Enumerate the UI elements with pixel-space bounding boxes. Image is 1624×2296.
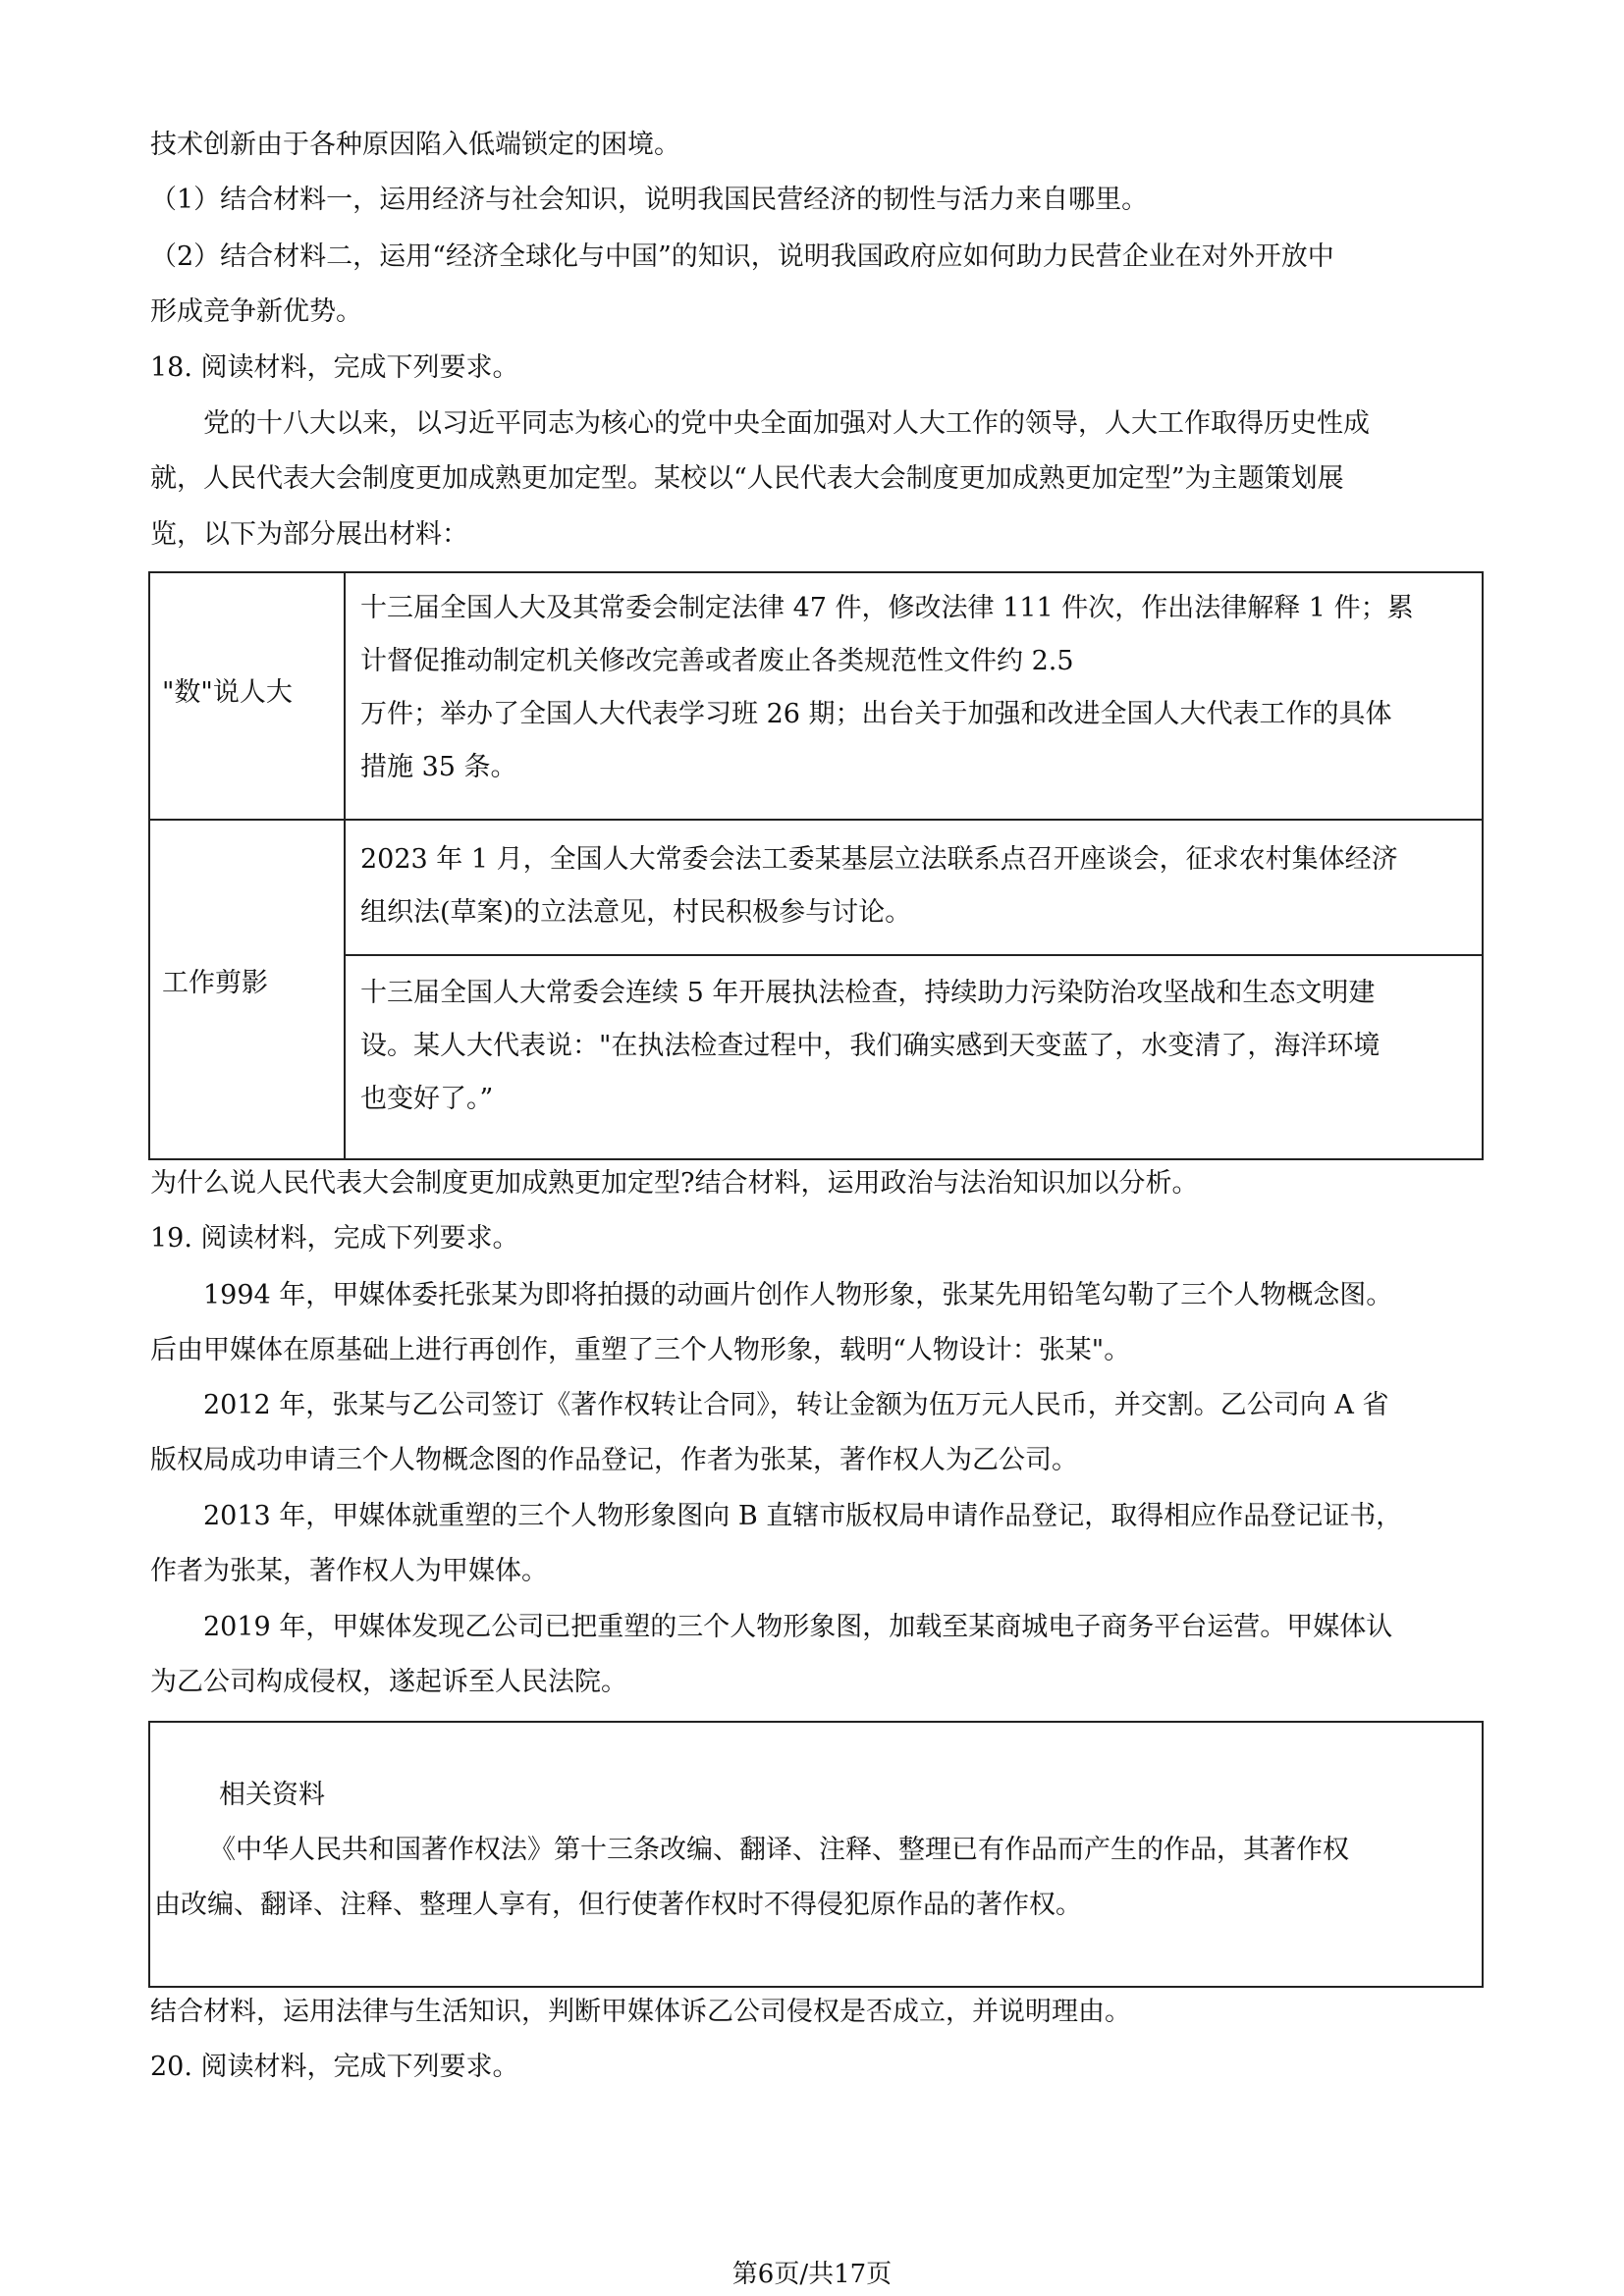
page-number: 第6页/共17页 bbox=[731, 2260, 893, 2289]
question-18-para-line1: 党的十八大以来，以习近平同志为核心的党中央全面加强对人大工作的领导，人大工作取得历史性成 bbox=[203, 408, 1370, 439]
question-17-1: （1）结合材料一，运用经济与社会知识，说明我国民营经济的韧性与活力来自哪里。 bbox=[150, 185, 1149, 215]
question-20-heading: 20. 阅读材料，完成下列要求。 bbox=[150, 2052, 519, 2082]
reference-box bbox=[148, 1721, 1484, 1988]
question-19-p1-line1: 1994 年，甲媒体委托张某为即将拍摄的动画片创作人物形象，张某先用铅笔勾勒了三个人物概念图。 bbox=[203, 1280, 1393, 1310]
reference-title: 相关资料 bbox=[219, 1780, 325, 1810]
question-19-p1-line2: 后由甲媒体在原基础上进行再创作，重塑了三个人物形象，载明“人物设计：张某"。 bbox=[150, 1335, 1131, 1365]
table-cell-line: 计督促推动制定机关修改完善或者废止各类规范性文件约 2.5 bbox=[360, 646, 1074, 676]
exhibit-table bbox=[148, 571, 1484, 1160]
table-cell-line: 也变好了。” bbox=[360, 1084, 494, 1114]
question-19-heading: 19. 阅读材料，完成下列要求。 bbox=[150, 1223, 519, 1254]
table-subrow-divider bbox=[344, 954, 1484, 956]
question-19-p3-line2: 作者为张某，著作权人为甲媒体。 bbox=[150, 1556, 548, 1586]
question-19-p3-line1: 2013 年，甲媒体就重塑的三个人物形象图向 B 直辖市版权局申请作品登记，取得相应作品登记证书， bbox=[203, 1501, 1403, 1531]
question-18-para-line3: 览，以下为部分展出材料： bbox=[150, 519, 468, 550]
question-17-2-line2: 形成竞争新优势。 bbox=[150, 296, 362, 327]
question-18-para-line2: 就，人民代表大会制度更加成熟更加定型。某校以“人民代表大会制度更加成熟更加定型”为主题策划展 bbox=[150, 463, 1344, 494]
table-label-numbers: "数"说人大 bbox=[162, 677, 293, 708]
table-row-divider bbox=[150, 819, 1482, 821]
table-divider bbox=[344, 573, 346, 1158]
reference-line1: 《中华人民共和国著作权法》第十三条改编、翻译、注释、整理已有作品而产生的作品，其著作权 bbox=[209, 1835, 1349, 1865]
question-19-p2-line1: 2012 年，张某与乙公司签订《著作权转让合同》，转让金额为伍万元人民币，并交割。乙公司向 A 省 bbox=[203, 1390, 1389, 1420]
table-cell-line: 措施 35 条。 bbox=[360, 752, 517, 782]
question-18-heading: 18. 阅读材料，完成下列要求。 bbox=[150, 352, 519, 383]
intro-line: 技术创新由于各种原因陷入低端锁定的困境。 bbox=[150, 130, 680, 160]
table-cell-line: 组织法(草案)的立法意见，村民积极参与讨论。 bbox=[360, 897, 912, 928]
question-19-prompt: 结合材料，运用法律与生活知识，判断甲媒体诉乙公司侵权是否成立，并说明理由。 bbox=[150, 1997, 1131, 2027]
reference-line2: 由改编、翻译、注释、整理人享有，但行使著作权时不得侵犯原作品的著作权。 bbox=[154, 1890, 1082, 1920]
table-cell-line: 设。某人大代表说："在执法检查过程中，我们确实感到天变蓝了，水变清了，海洋环境 bbox=[360, 1031, 1380, 1061]
table-label-snapshots: 工作剪影 bbox=[162, 968, 268, 998]
table-cell-line: 万件；举办了全国人大代表学习班 26 期；出台关于加强和改进全国人大代表工作的具体 bbox=[360, 699, 1392, 729]
question-19-p4-line2: 为乙公司构成侵权，遂起诉至人民法院。 bbox=[150, 1667, 627, 1697]
question-19-p4-line1: 2019 年，甲媒体发现乙公司已把重塑的三个人物形象图，加载至某商城电子商务平台运营。甲媒体认 bbox=[203, 1612, 1393, 1642]
question-19-p2-line2: 版权局成功申请三个人物概念图的作品登记，作者为张某，著作权人为乙公司。 bbox=[150, 1445, 1078, 1475]
question-17-2-line1: （2）结合材料二，运用“经济全球化与中国”的知识，说明我国政府应如何助力民营企业在对外开放中 bbox=[150, 241, 1334, 272]
table-cell-line: 十三届全国人大及其常委会制定法律 47 件，修改法律 111 件次，作出法律解释 1 件；累 bbox=[360, 593, 1414, 623]
table-cell-line: 2023 年 1 月，全国人大常委会法工委某基层立法联系点召开座谈会，征求农村集体经济 bbox=[360, 844, 1398, 875]
table-cell-line: 十三届全国人大常委会连续 5 年开展执法检查，持续助力污染防治攻坚战和生态文明建 bbox=[360, 978, 1376, 1008]
question-18-prompt: 为什么说人民代表大会制度更加成熟更加定型?结合材料，运用政治与法治知识加以分析。 bbox=[150, 1168, 1199, 1199]
